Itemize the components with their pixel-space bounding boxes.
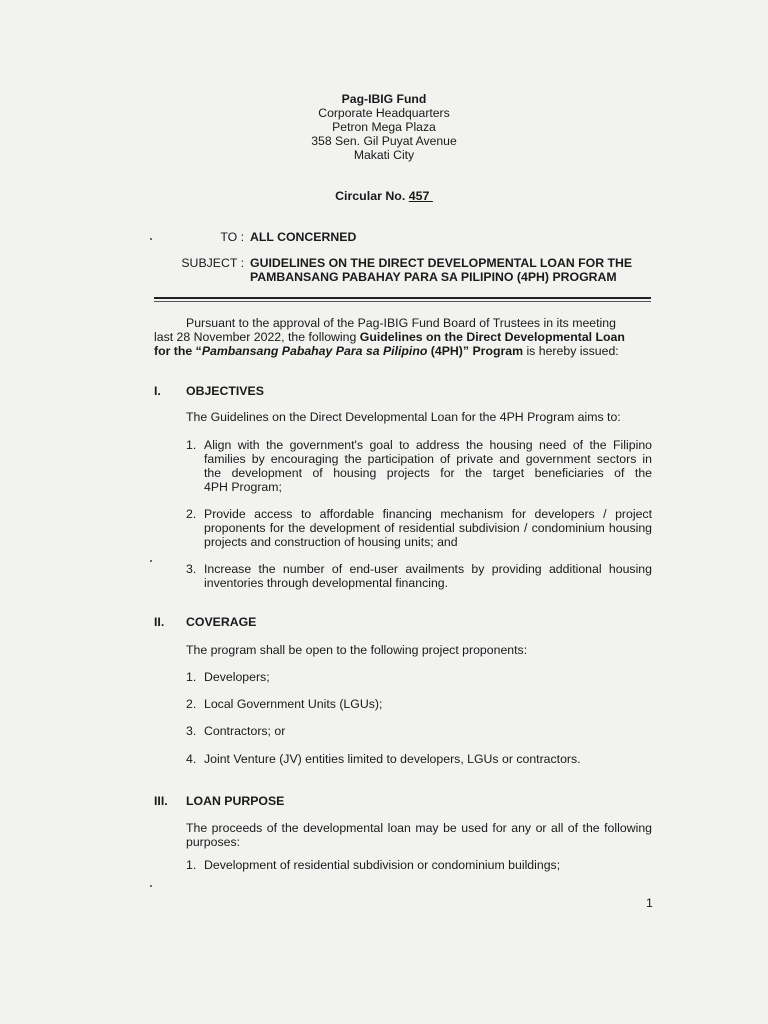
address-line-2: Petron Mega Plaza bbox=[332, 120, 436, 134]
s2-item-2-text: Local Government Units (LGUs); bbox=[204, 697, 383, 711]
section-3-title: LOAN PURPOSE bbox=[186, 794, 285, 808]
page-number: 1 bbox=[646, 896, 653, 910]
s1-item-3-line-2: inventories through developmental financing. bbox=[204, 576, 449, 590]
divider-rule bbox=[154, 297, 651, 299]
s1-item-2-line-1: Provide access to affordable financing mechanism for developers / project bbox=[204, 507, 652, 521]
section-1-number: I. bbox=[154, 384, 161, 398]
intro-line-3: for the “Pambansang Pabahay Para sa Pilipino (4PH)” Program is hereby issued: bbox=[154, 344, 619, 358]
s1-item-3-line-1: Increase the number of end-user availments by providing additional housing bbox=[204, 562, 652, 576]
s2-item-1-text: Developers; bbox=[204, 670, 270, 684]
divider-rule-thin bbox=[154, 301, 651, 302]
scan-speck bbox=[150, 885, 152, 887]
section-2-lead: The program shall be open to the following project proponents: bbox=[186, 643, 528, 657]
s2-item-2-number: 2. bbox=[186, 697, 197, 711]
s1-item-1-line-2: families by encouraging the participation of private and government sectors in bbox=[204, 452, 652, 466]
s2-item-4-text: Joint Venture (JV) entities limited to developers, LGUs or contractors. bbox=[204, 752, 581, 766]
s2-item-1-number: 1. bbox=[186, 670, 197, 684]
to-value: ALL CONCERNED bbox=[250, 230, 357, 244]
subject-line-2: PAMBANSANG PABAHAY PARA SA PILIPINO (4PH) PROGRAM bbox=[250, 270, 617, 284]
subject-line-1: GUIDELINES ON THE DIRECT DEVELOPMENTAL LOAN FOR THE bbox=[250, 256, 633, 270]
s1-item-1-line-4: 4PH Program; bbox=[204, 480, 282, 494]
address-line-1: Corporate Headquarters bbox=[318, 106, 450, 120]
section-3-number: III. bbox=[154, 794, 168, 808]
s1-item-1-line-3: the development of housing projects for the target beneficiaries of the bbox=[204, 466, 652, 480]
section-2-title: COVERAGE bbox=[186, 615, 257, 629]
section-1-lead: The Guidelines on the Direct Developmental Loan for the 4PH Program aims to: bbox=[186, 410, 621, 424]
org-name: Pag-IBIG Fund bbox=[341, 92, 427, 106]
s1-item-3-number: 3. bbox=[186, 562, 197, 576]
circular-number-value: 457 bbox=[408, 189, 430, 203]
address-line-3: 358 Sen. Gil Puyat Avenue bbox=[311, 134, 457, 148]
section-3-lead-line-1: The proceeds of the developmental loan may be used for any or all of the following bbox=[186, 821, 652, 835]
s3-item-1-text: Development of residential subdivision or condominium buildings; bbox=[204, 858, 561, 872]
to-label: TO : bbox=[220, 230, 244, 244]
s2-item-3-number: 3. bbox=[186, 724, 197, 738]
s1-item-2-line-3: projects and construction of housing units; and bbox=[204, 535, 458, 549]
s1-item-2-number: 2. bbox=[186, 507, 197, 521]
section-1-title: OBJECTIVES bbox=[186, 384, 264, 398]
s3-item-1-number: 1. bbox=[186, 858, 197, 872]
intro-line-1: Pursuant to the approval of the Pag-IBIG Fund Board of Trustees in its meeting bbox=[186, 316, 616, 330]
scan-speck bbox=[150, 560, 152, 562]
s2-item-3-text: Contractors; or bbox=[204, 724, 286, 738]
s1-item-1-line-1: Align with the government's goal to address the housing need of the Filipino bbox=[204, 438, 652, 452]
intro-line-2: last 28 November 2022, the following Guidelines on the Direct Developmental Loan bbox=[154, 330, 625, 344]
s1-item-2-line-2: proponents for the development of residential subdivision / condominium housing bbox=[204, 521, 652, 535]
scan-speck bbox=[150, 238, 152, 240]
s2-item-4-number: 4. bbox=[186, 752, 197, 766]
s1-item-1-number: 1. bbox=[186, 438, 197, 452]
section-2-number: II. bbox=[154, 615, 165, 629]
subject-label: SUBJECT : bbox=[181, 256, 244, 270]
circular-number: Circular No. 457 bbox=[335, 189, 430, 203]
section-3-lead-line-2: purposes: bbox=[186, 835, 241, 849]
address-line-4: Makati City bbox=[353, 148, 415, 162]
